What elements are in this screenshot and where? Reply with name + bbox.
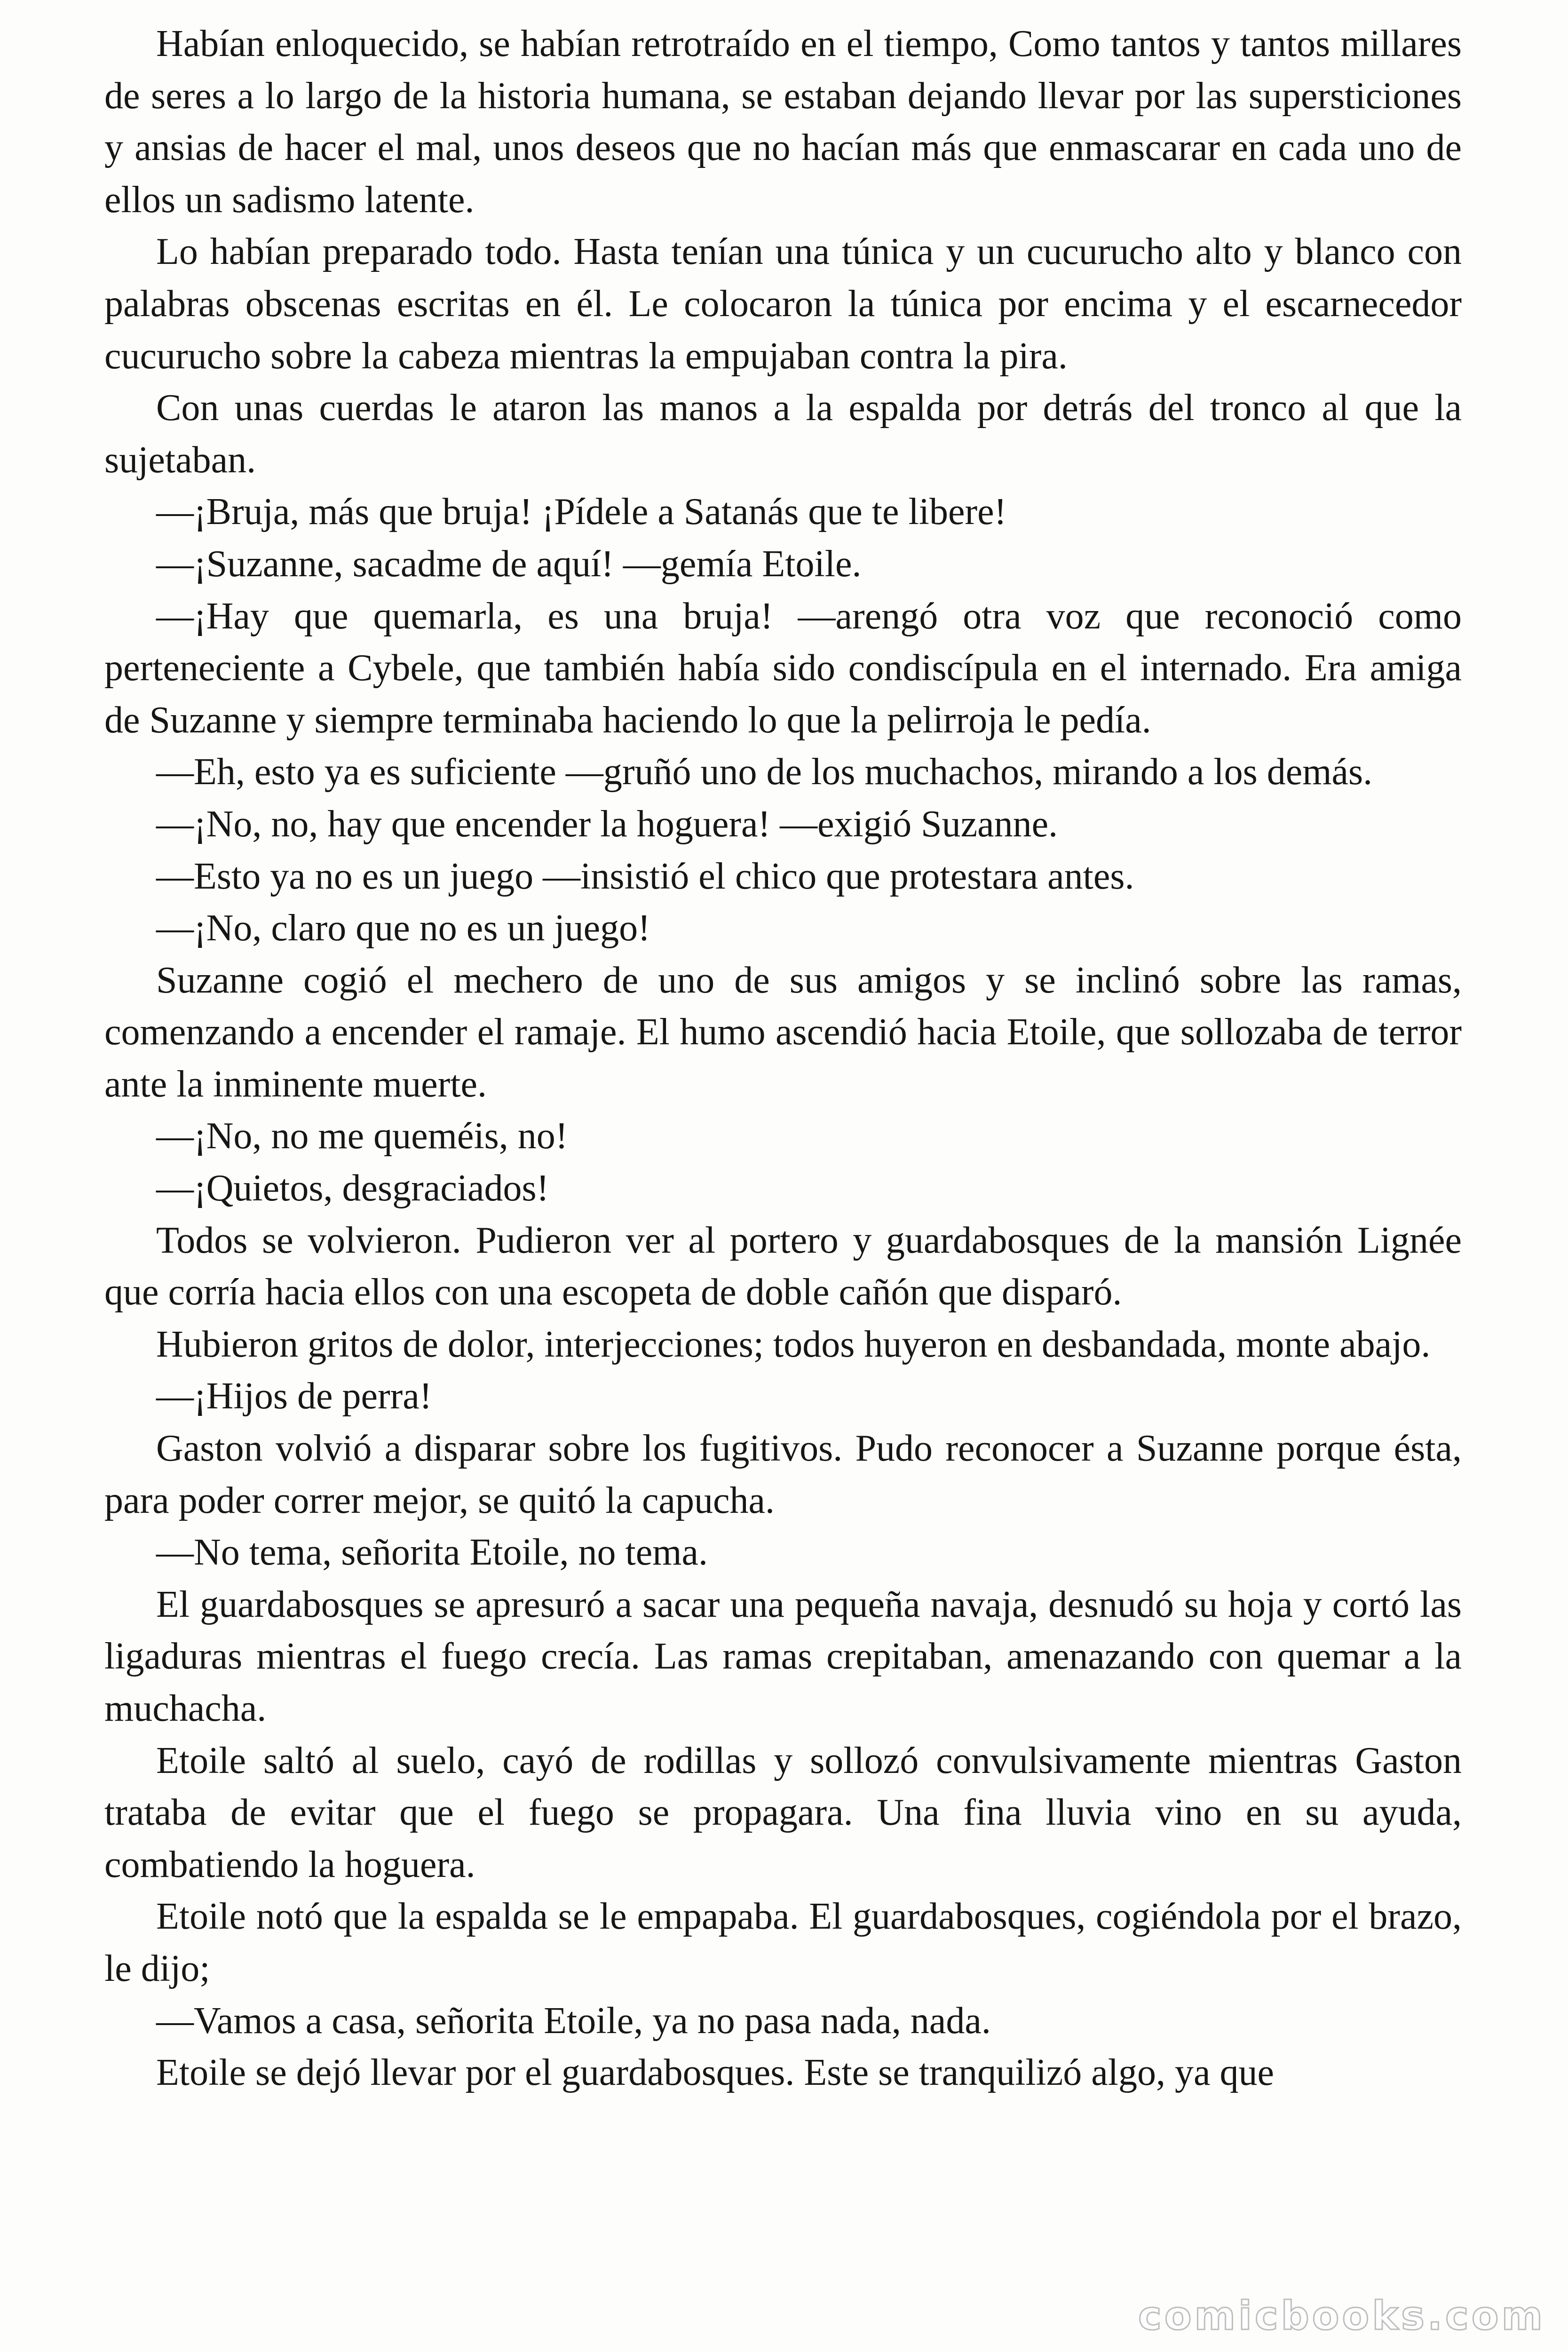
paragraph: —¡Suzanne, sacadme de aquí! —gemía Etoile.: [156, 543, 862, 585]
paragraph: Con unas cuerdas le ataron las manos a la espalda por detrás del tronco al que la sujetaban.: [104, 387, 1462, 481]
paragraph: —¡Hay que quemarla, es una bruja! —arengó otra voz que reconoció como perteneciente a Cybele, que también había sido condiscípula en el internado. Era amiga de Suzanne y siempre terminaba haciendo lo que la pelirroja le pedía.: [104, 595, 1462, 741]
paragraph: —No tema, señorita Etoile, no tema.: [156, 1532, 708, 1573]
paragraph: El guardabosques se apresuró a sacar una pequeña navaja, desnudó su hoja y cortó las ligaduras mientras el fuego crecía. Las ramas crepitaban, amenazando con quemar a la muchacha.: [104, 1583, 1462, 1729]
paragraph: —Vamos a casa, señorita Etoile, ya no pasa nada, nada.: [156, 2000, 991, 2042]
page-text: [104, 18, 1462, 2099]
paragraph: —¡No, claro que no es un juego!: [156, 907, 650, 949]
paragraph: Todos se volvieron. Pudieron ver al portero y guardabosques de la mansión Lignée que corría hacia ellos con una escopeta de doble cañón que disparó.: [104, 1219, 1462, 1313]
paragraph: —¡Hijos de perra!: [156, 1375, 432, 1417]
paragraph: —¡Bruja, más que bruja! ¡Pídele a Satanás que te libere!: [156, 491, 1007, 533]
paragraph: —¡No, no me queméis, no!: [156, 1115, 568, 1157]
paragraph: —Eh, esto ya es suficiente —gruñó uno de los muchachos, mirando a los demás.: [156, 751, 1373, 793]
paragraph: —¡Quietos, desgraciados!: [156, 1168, 549, 1209]
watermark: comicbooks.com: [1138, 2293, 1545, 2339]
paragraph: Lo habían preparado todo. Hasta tenían una túnica y un cucurucho alto y blanco con palabras obscenas escritas en él. Le colocaron la túnica por encima y el escarnecedor cucurucho sobre la cabeza mientras la empujaban contra la pira.: [104, 231, 1462, 377]
paragraph: Etoile notó que la espalda se le empapaba. El guardabosques, cogiéndola por el brazo, le dijo;: [104, 1896, 1462, 1989]
paragraph: Habían enloquecido, se habían retrotraído en el tiempo, Como tantos y tantos millares de seres a lo largo de la historia humana, se estaban dejando llevar por las supersticiones y ansias de hacer el mal, unos deseos que no hacían más que enmascarar en cada uno de ellos un sadismo latente.: [104, 23, 1462, 221]
paragraph: Etoile saltó al suelo, cayó de rodillas y sollozó convulsivamente mientras Gaston trataba de evitar que el fuego se propagara. Una fina lluvia vino en su ayuda, combatiendo la hoguera.: [104, 1740, 1462, 1885]
paragraph: Hubieron gritos de dolor, interjecciones; todos huyeron en desbandada, monte abajo.: [156, 1323, 1431, 1365]
paragraph: Etoile se dejó llevar por el guardabosques. Este se tranquilizó algo, ya que: [156, 2052, 1275, 2094]
paragraph: Gaston volvió a disparar sobre los fugitivos. Pudo reconocer a Suzanne porque ésta, para poder correr mejor, se quitó la capucha.: [104, 1428, 1462, 1521]
paragraph: Suzanne cogió el mechero de uno de sus amigos y se inclinó sobre las ramas, comenzando a encender el ramaje. El humo ascendió hacia Etoile, que sollozaba de terror ante la inminente muerte.: [104, 959, 1462, 1105]
paragraph: —Esto ya no es un juego —insistió el chico que protestara antes.: [156, 855, 1134, 897]
paragraph: —¡No, no, hay que encender la hoguera! —exigió Suzanne.: [156, 803, 1058, 845]
